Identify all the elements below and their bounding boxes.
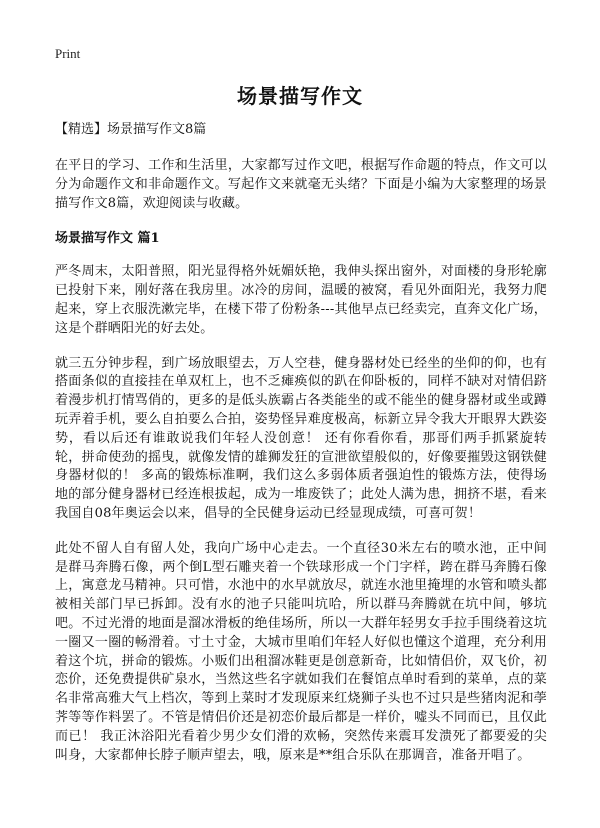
article-subtitle: 【精选】场景描写作文8篇 bbox=[55, 122, 207, 137]
body-paragraph-3: 此处不留人自有留人处，我向广场中心走去。一个直径30米左右的喷水池，正中间是群马奔腾石像，两个倒L型石雕夹着一个铁球形成一个门字样，跨在群马奔腾石像上，寓意龙马精神。只可惜，水池中的水早就放尽，就连水池里掩埋的水管和喷头都被相关部门早已拆卸。没有水的池子只能叫坑哈，所以群马奔腾就在坑中间，够坑吧。不过光滑的地面是溜冰滑板的绝佳场所，所以一大群年轻男女手拉手围绕着这坑一圈又一圈的畅滑着。寸土寸金，大城市里咱们年轻人好似也懂这个道理，充分利用着这个坑，拼命的锻炼。小贩们出租溜冰鞋更是创意新奇，比如情侣价，双飞价，初恋价，还免费提供矿泉水，当然这些名字就如我们在餐馆点单时看到的菜单，点的菜名非常高雅大气上档次，等到上菜时才发现原来红烧狮子头也不过只是些猪肉泥和荸荠等等作料罢了。不管是情侣价还是初恋价最后都是一样价，嘘头不同而已，且仅此而已！ 我正沐浴阳光看着少男少女们滑的欢畅，突然传来震耳发溃死了都要爱的尖叫身，大家都伸长脖子顺声望去，哦，原来是**组合乐队在那调音，准备开唱了。 bbox=[55, 540, 547, 763]
page-title: 场景描写作文 bbox=[237, 84, 363, 108]
body-paragraph-2: 就三五分钟步程，到广场放眼望去，万人空巷，健身器材处已经坐的坐仰的仰，也有搭面条似的直接挂在单双杠上，也不乏瘫痪似的趴在仰卧板的，同样不缺对对情侣跻着漫步机打情骂俏的，更多的是低头族霸占各类能坐的或不能坐的健身器材或坐或蹲玩弄着手机，要么自拍要么合拍，姿势怪异难度极高，标新立异令我大开眼界大跌姿势，看以后还有谁敢说我们年轻人没创意！ 还有你看你看，那哥们两手抓紧旋转轮，拼命使劲的摇曳，就像发情的雄狮发狂的宣泄欲望般似的，好像要摧毁这钢铁健身器材似的！ 多高的锻炼标准啊，我们这么多弱体质者强迫性的锻炼方法，使得场地的部分健身器材已经连根拔起，成为一堆废铁了；此处人满为患，拥挤不堪，看来我国自08年奥运会以来，倡导的全民健身运动已经显现成绩，可喜可贺！ bbox=[55, 355, 547, 521]
section-heading: 场景描写作文 篇1 bbox=[55, 231, 160, 247]
body-paragraph-1: 严冬周末，太阳普照，阳光显得格外妩媚妖艳，我伸头探出窗外，对面楼的身形轮廓已投射下来，刚好落在我房里。冰冷的房间，温暖的被窝，看见外面阳光，我努力爬起来，穿上衣服洗漱完毕，在楼下带了份粉条---其他早点已经卖完，直奔文化广场，这是个群晒阳光的好去处。 bbox=[55, 264, 547, 336]
intro-paragraph: 在平日的学习、工作和生活里，大家都写过作文吧，根据写作命题的特点，作文可以分为命题作文和非命题作文。写起作文来就毫无头绪？下面是小编为大家整理的场景描写作文8篇，欢迎阅读与收藏。 bbox=[55, 158, 547, 211]
print-link[interactable]: Print bbox=[55, 46, 81, 61]
article-body bbox=[55, 120, 547, 781]
